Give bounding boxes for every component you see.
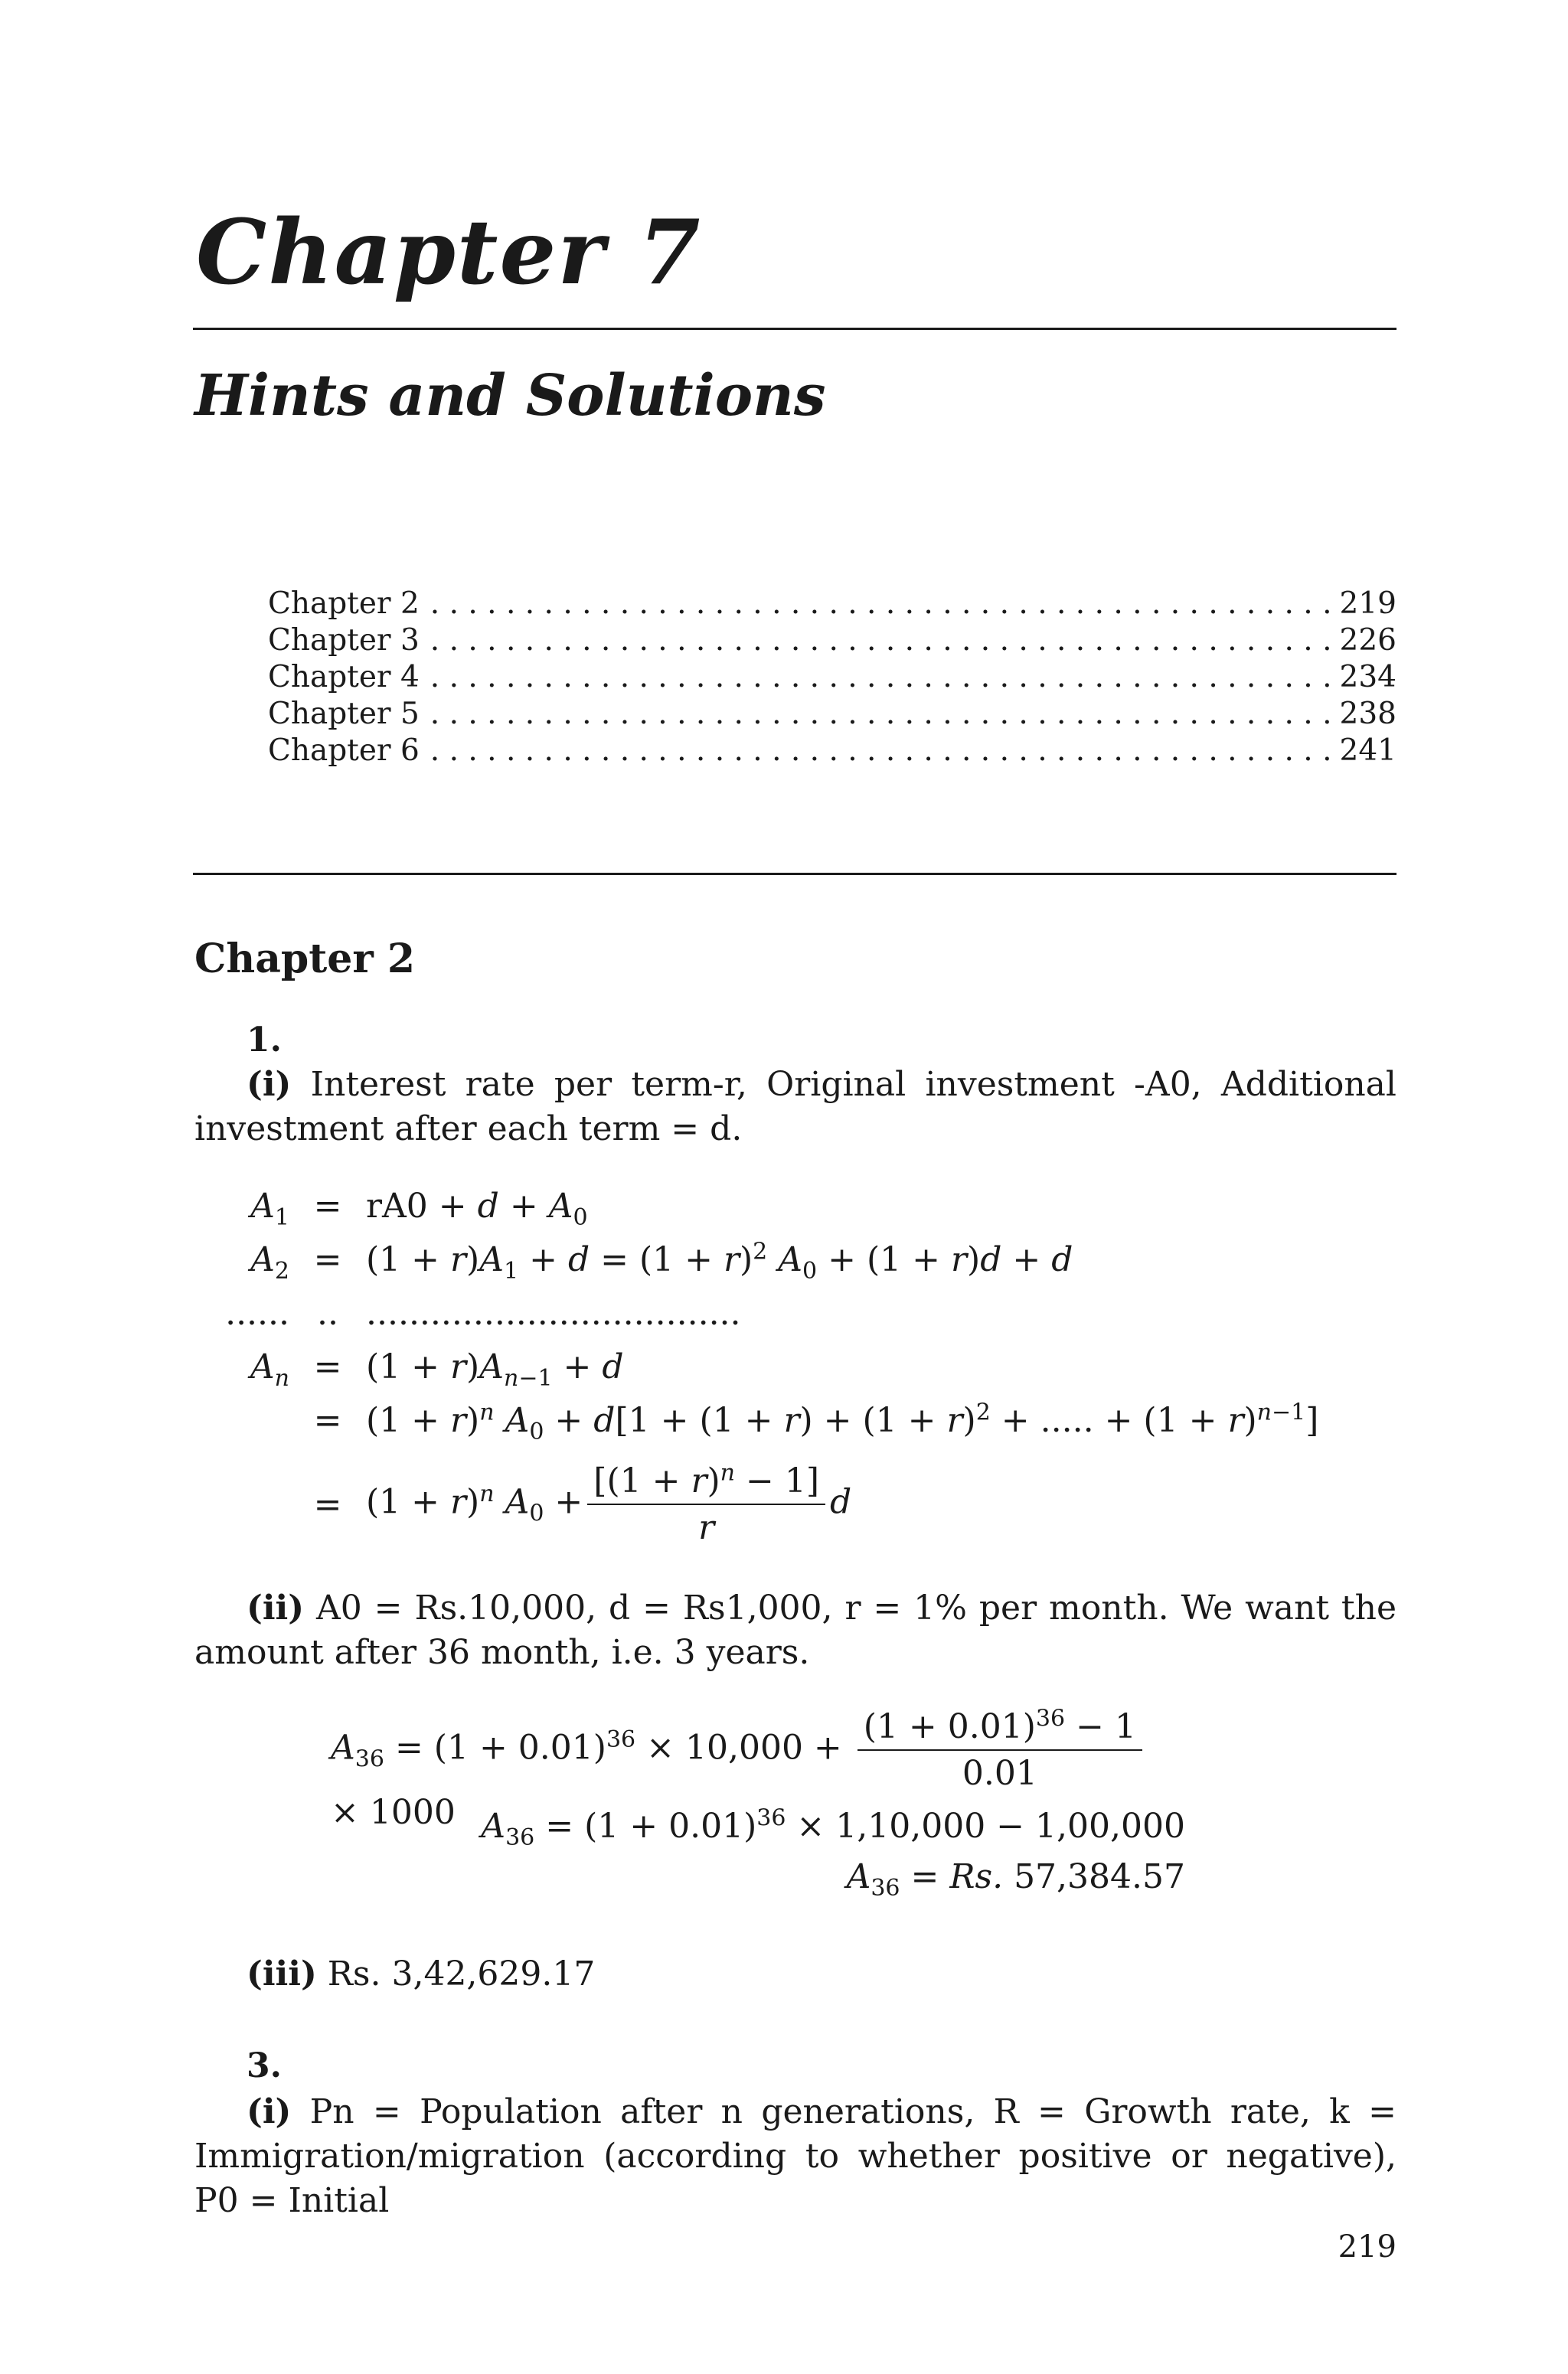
toc-entry-label: Chapter 3 [268,623,420,658]
toc-entry-page: 234 [1339,660,1396,694]
toc-leader-dots [430,697,1329,731]
toc-entry-page: 241 [1339,733,1396,768]
q1-part-ii-text [194,1586,1396,1675]
q1-part-i-text [194,1063,1396,1151]
section-heading: Chapter 2 [194,936,416,982]
part-text: Rs. 3,42,629.17 [327,1954,596,1994]
toc-entry[interactable] [268,733,1396,770]
equation-line: $A_{36} = (1 + 0.01)^{36} \times 10,000$ + $\frac{(1 + 0.01)^{36} - 1}{0.01}$ × 1000 [331,1707,1185,1807]
q1-part-iii-text [247,1952,595,1997]
fraction: $\frac{(1 + 0.01)^{36} - 1}{0.01}$ [858,1707,1142,1793]
toc-entry-label: Chapter 2 [268,586,420,621]
toc-entry[interactable] [268,623,1396,660]
part-label: (i) [247,1065,292,1104]
equation-line: = $(1 + r)^n$ $A_0$ + $\frac{[(1 + r)^n - 1]}{r}$ d [313,1459,852,1547]
toc-entry[interactable] [268,697,1396,733]
chapter-subtitle: Hints and Solutions [194,363,826,429]
q3-part-i-text [194,2090,1396,2223]
equation-line: $A_{36} = Rs$. 57,384.57 [846,1857,1185,1902]
q1-equation-array [153,1187,1378,1554]
part-label: (i) [247,2092,292,2131]
toc-entry-label: Chapter 5 [268,697,420,731]
part-text: Pn = Population after n generations, R = Growth rate, k = Immigration/migration (according to whether positive or negative), P0 = Initial [194,2092,1396,2220]
part-label: (ii) [247,1589,305,1628]
toc-leader-dots [430,660,1329,694]
section-rule [193,873,1396,875]
toc-entry-page: 238 [1339,697,1396,731]
title-rule [193,328,1396,330]
toc-entry-label: Chapter 4 [268,660,420,694]
toc-entry-label: Chapter 6 [268,733,420,768]
toc-leader-dots [430,586,1329,621]
chapter-title: Chapter 7 [196,201,702,305]
part-text: Interest rate per term-r, Original investment -A0, Additional investment after each term = d. [194,1065,1396,1148]
toc-leader-dots [430,623,1329,658]
equation-line: $A_{36} = (1 + 0.01)^{36} \times 1,10,000 - 1,00,000$ [481,1804,1185,1851]
equation-line: = $(1 + r)^n$ $A_0 + d[1 + (1 + r) + (1 + r)^2$ + ..... + $(1 + r)^{n-1}$] [313,1399,1319,1445]
equation-line: ...... .. ................................... [225,1294,741,1333]
question-number: 1. [247,1020,282,1060]
equation-line: $A_2$ = $(1 + r)A_1 + d = (1 + r)^2$ $A_0 + (1 + r)d + d$ [250,1238,1073,1285]
table-of-contents [268,586,1396,770]
toc-entry[interactable] [268,586,1396,623]
equation-line: $A_n$ = $(1 + r)A_{n-1} + d$ [250,1347,624,1392]
fraction: $\frac{[(1 + r)^n - 1]}{r}$ [587,1461,825,1547]
toc-leader-dots [430,733,1329,768]
part-text: A0 = Rs.10,000, d = Rs1,000, r = 1% per month. We want the amount after 36 month, i.e. 3 years. [194,1589,1396,1672]
toc-entry-page: 219 [1339,586,1396,621]
equation-line: $A_1$ = $rA0 + d + A_0$ [250,1187,588,1231]
toc-entry[interactable] [268,660,1396,697]
page-number: 219 [1338,2229,1396,2265]
q1-ii-equations [331,1707,1250,1908]
part-label: (iii) [247,1954,317,1994]
toc-entry-page: 226 [1339,623,1396,658]
question-number: 3. [247,2046,282,2085]
